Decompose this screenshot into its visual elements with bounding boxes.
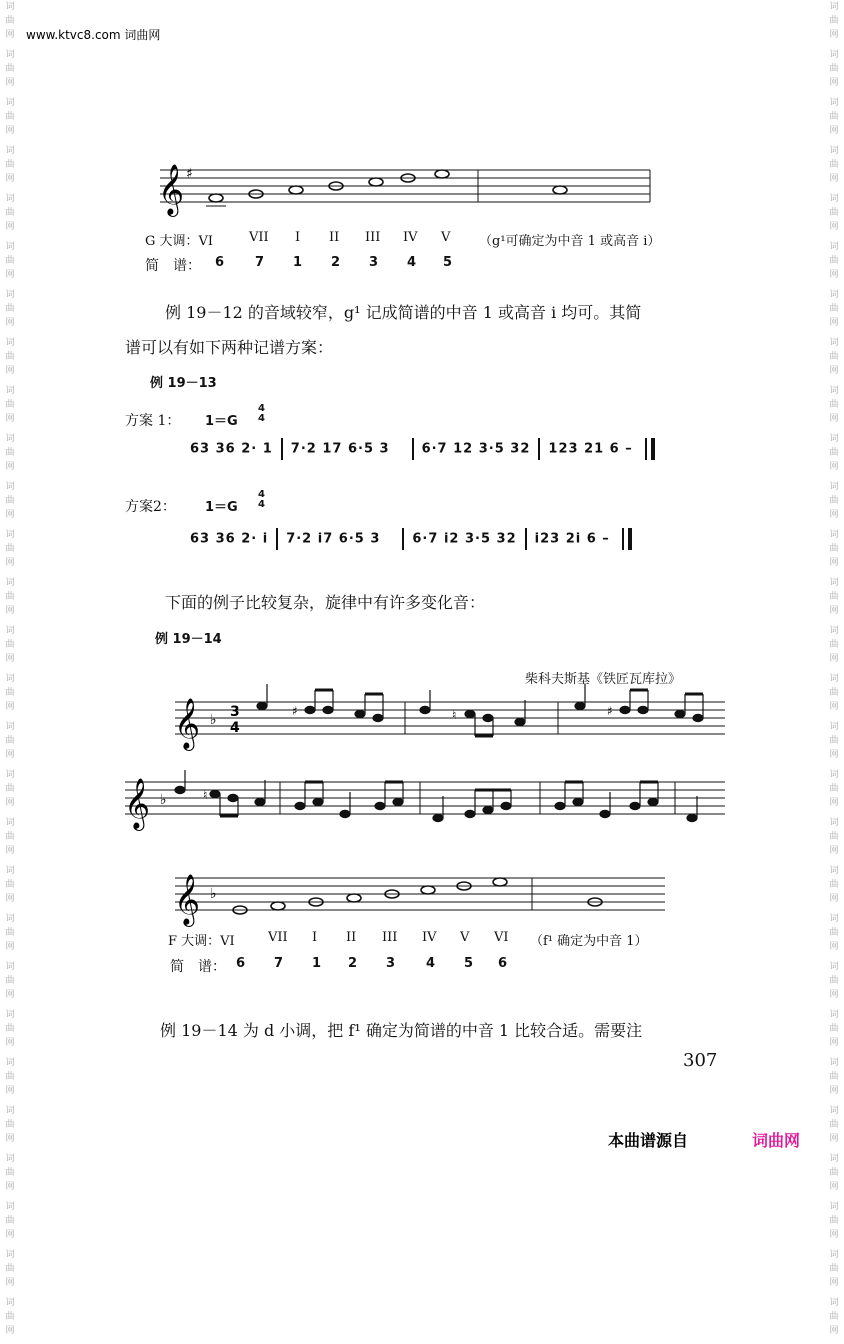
watermark-char: 词 [829, 1202, 839, 1212]
watermark-char: 曲 [829, 304, 839, 314]
watermark-char: 词 [5, 578, 15, 588]
watermark-char: 曲 [829, 1120, 839, 1130]
watermark-char: 网 [829, 1182, 839, 1192]
watermark-char: 曲 [829, 640, 839, 650]
watermark-char: 网 [5, 1134, 15, 1144]
watermark-char: 网 [829, 558, 839, 568]
watermark-char: 词 [829, 626, 839, 636]
watermark-char: 曲 [829, 880, 839, 890]
treble-clef-icon: 𝄞 [158, 164, 185, 215]
watermark-char: 词 [829, 1250, 839, 1260]
svg-text:♭: ♭ [210, 712, 217, 728]
watermark-char: 网 [5, 1086, 15, 1096]
degree: VII [268, 930, 288, 945]
watermark-char: 词 [829, 146, 839, 156]
watermark-char: 网 [829, 78, 839, 88]
para1-line1: 例 19－12 的音域较窄，g¹ 记成简谱的中音 1 或高音 i 均可。其简 [165, 303, 642, 322]
watermark-char: 网 [5, 1038, 15, 1048]
measure: 6·7 i2 3·5 32 [412, 531, 517, 547]
watermark-char: 词 [5, 914, 15, 924]
watermark-char: 词 [5, 98, 15, 108]
degree: I [312, 930, 318, 945]
watermark-char: 曲 [829, 208, 839, 218]
footer-source-label: 本曲谱源自 [608, 1131, 689, 1150]
degree: II [346, 930, 357, 945]
watermark-char: 曲 [829, 1168, 839, 1178]
degree: III [382, 930, 398, 945]
footer-site-link[interactable]: 词曲网 [752, 1131, 801, 1150]
left-watermark [2, 0, 18, 1336]
watermark-char: 曲 [829, 1072, 839, 1082]
watermark-char: 词 [829, 98, 839, 108]
watermark-char: 曲 [5, 112, 15, 122]
watermark-char: 曲 [5, 160, 15, 170]
jianpu-note: 4 [426, 956, 436, 971]
watermark-char: 曲 [5, 928, 15, 938]
watermark-char: 词 [5, 482, 15, 492]
watermark-char: 曲 [5, 400, 15, 410]
watermark-char: 网 [829, 846, 839, 856]
measure: 63 36 2· 1 [190, 441, 273, 457]
measure: 123 21 6 – [548, 441, 633, 457]
jianpu-note: 1 [312, 956, 322, 971]
jianpu-note: 2 [331, 255, 341, 270]
watermark-char: 词 [829, 1058, 839, 1068]
watermark-char: 曲 [829, 736, 839, 746]
watermark-char: 曲 [829, 400, 839, 410]
watermark-char: 词 [5, 1058, 15, 1068]
watermark-char: 曲 [5, 1216, 15, 1226]
time-numerator: 4 [258, 489, 265, 500]
watermark-char: 词 [5, 1250, 15, 1260]
degree: G 大调：VI [145, 234, 214, 249]
watermark-char: 曲 [829, 160, 839, 170]
watermark-char: 网 [829, 414, 839, 424]
jianpu-note: 6 [236, 956, 246, 971]
watermark-char: 网 [829, 1326, 839, 1336]
watermark-char: 曲 [829, 256, 839, 266]
time-sig-num: 3 [230, 704, 240, 720]
watermark-char: 词 [829, 530, 839, 540]
time-denominator: 4 [258, 413, 265, 424]
watermark-char: 曲 [5, 880, 15, 890]
watermark-char: 词 [829, 770, 839, 780]
watermark-char: 词 [5, 338, 15, 348]
watermark-char: 曲 [5, 1072, 15, 1082]
watermark-char: 网 [5, 750, 15, 760]
plan2-label: 方案2： [125, 499, 176, 515]
watermark-char: 网 [829, 510, 839, 520]
watermark-char: 词 [829, 242, 839, 252]
jianpu-note: 3 [386, 956, 396, 971]
watermark-char: 网 [5, 798, 15, 808]
watermark-char: 网 [829, 990, 839, 1000]
measure: 6·7 12 3·5 32 [421, 441, 531, 457]
watermark-char: 网 [5, 990, 15, 1000]
degree: II [329, 230, 340, 245]
jianpu-label: 简 谱： [170, 959, 226, 975]
watermark-char: 网 [5, 414, 15, 424]
watermark-char: 曲 [829, 64, 839, 74]
watermark-char: 词 [5, 1010, 15, 1020]
ex1-degrees [145, 230, 725, 250]
watermark-char: 网 [829, 270, 839, 280]
treble-clef-icon: 𝄞 [174, 874, 201, 925]
watermark-char: 曲 [829, 1216, 839, 1226]
watermark-char: 曲 [829, 688, 839, 698]
degree: V [441, 230, 451, 245]
watermark-char: 网 [829, 174, 839, 184]
watermark-char: 网 [829, 798, 839, 808]
watermark-char: 网 [829, 222, 839, 232]
watermark-char: 曲 [5, 1312, 15, 1322]
watermark-char: 曲 [5, 784, 15, 794]
watermark-char: 曲 [829, 832, 839, 842]
watermark-char: 网 [5, 1182, 15, 1192]
watermark-char: 网 [829, 318, 839, 328]
watermark-char: 网 [829, 1278, 839, 1288]
watermark-char: 词 [829, 2, 839, 12]
watermark-gap [826, 1338, 842, 1344]
watermark-char: 网 [5, 222, 15, 232]
watermark-char: 词 [5, 626, 15, 636]
watermark-char: 词 [829, 194, 839, 204]
watermark-char: 网 [829, 126, 839, 136]
watermark-char: 曲 [5, 832, 15, 842]
watermark-char: 曲 [5, 1264, 15, 1274]
plan1-key: 1＝G [205, 414, 238, 429]
ex1-note: （g¹可确定为中音 1 或高音 i） [479, 234, 661, 249]
watermark-char: 词 [829, 338, 839, 348]
watermark-char: 曲 [5, 544, 15, 554]
jianpu-note: 3 [369, 255, 379, 270]
watermark-char: 词 [5, 242, 15, 252]
watermark-char: 曲 [5, 1168, 15, 1178]
watermark-char: 曲 [829, 592, 839, 602]
watermark-char: 网 [5, 894, 15, 904]
watermark-char: 网 [829, 750, 839, 760]
watermark-char: 网 [5, 1230, 15, 1240]
watermark-char: 曲 [5, 976, 15, 986]
watermark-char: 网 [5, 78, 15, 88]
jianpu-note: 7 [274, 956, 284, 971]
watermark-char: 曲 [5, 448, 15, 458]
watermark-char: 曲 [5, 592, 15, 602]
watermark-char: 网 [829, 366, 839, 376]
degree: VII [249, 230, 269, 245]
site-header[interactable]: www.ktvc8.com 词曲网 [26, 28, 161, 42]
measure: 7·2 i7 6·5 3 [286, 531, 381, 547]
watermark-char: 网 [829, 1230, 839, 1240]
watermark-char: 词 [5, 434, 15, 444]
staff-f-major [170, 868, 670, 928]
para2-line: 下面的例子比较复杂，旋律中有许多变化音： [165, 593, 486, 612]
plan2-measures [190, 528, 634, 550]
watermark-char: 词 [5, 146, 15, 156]
jianpu-note: 5 [464, 956, 474, 971]
watermark-char: 词 [829, 1010, 839, 1020]
watermark-char: 词 [829, 290, 839, 300]
watermark-char: 网 [5, 846, 15, 856]
watermark-char: 曲 [829, 1312, 839, 1322]
watermark-char: 网 [5, 558, 15, 568]
ex14-source: 柴科夫斯基《铁匠瓦库拉》 [525, 672, 682, 687]
watermark-char: 曲 [829, 352, 839, 362]
watermark-char: 词 [5, 866, 15, 876]
watermark-char: 词 [5, 962, 15, 972]
watermark-char: 曲 [829, 496, 839, 506]
plan1-time [258, 404, 265, 424]
staff-g-major [150, 160, 660, 220]
watermark-char: 词 [829, 386, 839, 396]
watermark-char: 网 [5, 318, 15, 328]
watermark-char: 词 [5, 1154, 15, 1164]
treble-clef-icon: 𝄞 [124, 778, 151, 829]
watermark-char: 词 [829, 578, 839, 588]
jianpu-note: 5 [443, 255, 453, 270]
watermark-char: 曲 [5, 1024, 15, 1034]
watermark-char: 词 [5, 1298, 15, 1308]
watermark-char: 网 [5, 30, 15, 40]
para1-line2: 谱可以有如下两种记谱方案： [125, 338, 334, 357]
watermark-char: 词 [5, 2, 15, 12]
degree: I [295, 230, 301, 245]
watermark-char: 曲 [829, 1264, 839, 1274]
watermark-char: 词 [5, 722, 15, 732]
svg-text:♮: ♮ [452, 708, 457, 722]
watermark-char: 词 [829, 482, 839, 492]
degree: VI [494, 930, 509, 945]
watermark-char: 网 [5, 942, 15, 952]
measure: 7·2 17 6·5 3 [290, 441, 390, 457]
ex1-jianpu [145, 255, 545, 275]
watermark-char: 网 [5, 1326, 15, 1336]
ex13-title: 例 19－13 [150, 376, 217, 391]
watermark-char: 网 [829, 942, 839, 952]
time-sig-den: 4 [230, 720, 240, 736]
watermark-char: 曲 [5, 304, 15, 314]
watermark-char: 词 [5, 818, 15, 828]
plan1-measures [190, 438, 657, 460]
ex14-title: 例 19－14 [155, 632, 222, 647]
watermark-char: 曲 [5, 688, 15, 698]
watermark-char: 曲 [829, 928, 839, 938]
watermark-char: 词 [829, 722, 839, 732]
watermark-char: 词 [5, 50, 15, 60]
measure: i23 2i 6 – [534, 531, 610, 547]
degree: F 大调：VI [168, 934, 235, 949]
watermark-char: 曲 [5, 640, 15, 650]
ex14-note: （f¹ 确定为中音 1） [530, 934, 648, 949]
watermark-char: 词 [829, 962, 839, 972]
watermark-char: 词 [829, 674, 839, 684]
watermark-char: 词 [5, 194, 15, 204]
watermark-char: 词 [5, 674, 15, 684]
jianpu-note: 2 [348, 956, 358, 971]
svg-text:♯: ♯ [186, 166, 193, 182]
watermark-char: 网 [5, 366, 15, 376]
watermark-char: 网 [5, 606, 15, 616]
degree: IV [403, 230, 418, 245]
watermark-char: 曲 [829, 784, 839, 794]
watermark-char: 词 [5, 290, 15, 300]
watermark-char: 网 [5, 510, 15, 520]
watermark-char: 词 [829, 818, 839, 828]
jianpu-note: 1 [293, 255, 303, 270]
staff-ex14-line2 [120, 770, 730, 830]
time-numerator: 4 [258, 403, 265, 414]
treble-clef-icon: 𝄞 [174, 698, 201, 749]
jianpu-note: 7 [255, 255, 265, 270]
watermark-char: 曲 [5, 256, 15, 266]
watermark-char: 网 [829, 894, 839, 904]
watermark-char: 曲 [829, 544, 839, 554]
watermark-char: 网 [829, 30, 839, 40]
plan2-time [258, 490, 265, 510]
watermark-char: 曲 [829, 1024, 839, 1034]
svg-text:♮: ♮ [203, 788, 208, 802]
ex14-jianpu [170, 956, 570, 976]
watermark-char: 词 [5, 530, 15, 540]
watermark-char: 网 [5, 702, 15, 712]
watermark-char: 网 [829, 1086, 839, 1096]
watermark-char: 词 [829, 50, 839, 60]
jianpu-note: 6 [498, 956, 508, 971]
watermark-char: 网 [829, 654, 839, 664]
watermark-char: 曲 [829, 976, 839, 986]
para3-line: 例 19－14 为 d 小调，把 f¹ 确定为简谱的中音 1 比较合适。需要注 [160, 1021, 643, 1040]
watermark-char: 词 [829, 866, 839, 876]
jianpu-label: 简 谱： [145, 258, 201, 274]
watermark-char: 网 [5, 270, 15, 280]
ex14-degrees [160, 930, 720, 950]
watermark-char: 词 [829, 914, 839, 924]
watermark-char: 曲 [829, 16, 839, 26]
watermark-char: 词 [5, 770, 15, 780]
watermark-char: 曲 [5, 352, 15, 362]
watermark-char: 词 [5, 386, 15, 396]
staff-ex14-line1 [170, 690, 730, 750]
watermark-char: 词 [5, 1106, 15, 1116]
watermark-char: 网 [5, 1278, 15, 1288]
watermark-char: 网 [5, 654, 15, 664]
jianpu-note: 6 [215, 255, 225, 270]
page-number: 307 [683, 1050, 718, 1071]
watermark-char: 网 [829, 702, 839, 712]
degree: V [460, 930, 470, 945]
measure: 63 36 2· i [190, 531, 269, 547]
watermark-char: 曲 [5, 496, 15, 506]
degree: III [365, 230, 381, 245]
watermark-char: 曲 [5, 16, 15, 26]
watermark-char: 网 [5, 462, 15, 472]
watermark-char: 曲 [829, 112, 839, 122]
watermark-char: 词 [829, 434, 839, 444]
watermark-char: 网 [5, 174, 15, 184]
svg-text:♯: ♯ [292, 704, 298, 718]
watermark-char: 词 [829, 1298, 839, 1308]
watermark-char: 词 [5, 1202, 15, 1212]
plan2-key: 1＝G [205, 500, 238, 515]
svg-text:♭: ♭ [160, 792, 167, 808]
time-denominator: 4 [258, 499, 265, 510]
svg-text:♭: ♭ [210, 886, 217, 902]
watermark-char: 曲 [5, 1120, 15, 1130]
watermark-char: 网 [829, 1134, 839, 1144]
watermark-char: 曲 [5, 208, 15, 218]
watermark-char: 曲 [829, 448, 839, 458]
jianpu-note: 4 [407, 255, 417, 270]
svg-text:♯: ♯ [607, 704, 613, 718]
watermark-char: 曲 [5, 736, 15, 746]
degree: IV [422, 930, 437, 945]
watermark-char: 词 [829, 1106, 839, 1116]
watermark-char: 网 [829, 1038, 839, 1048]
watermark-char: 曲 [5, 64, 15, 74]
right-watermark [826, 0, 842, 1336]
watermark-char: 词 [829, 1154, 839, 1164]
plan1-label: 方案 1： [125, 413, 181, 429]
watermark-char: 网 [829, 462, 839, 472]
watermark-gap [2, 1338, 18, 1344]
watermark-char: 网 [5, 126, 15, 136]
watermark-char: 网 [829, 606, 839, 616]
